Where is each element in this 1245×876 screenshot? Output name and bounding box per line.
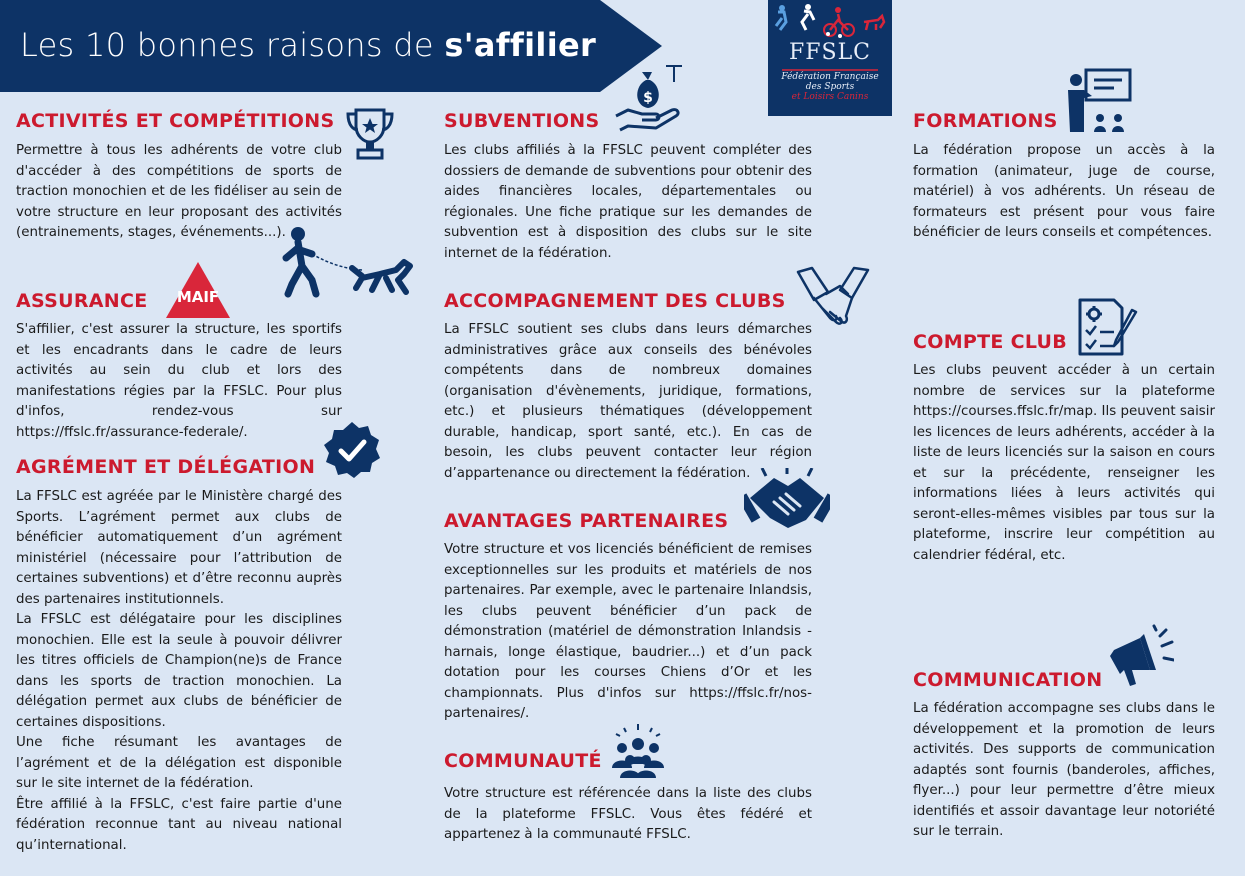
text-subventions <box>444 141 812 264</box>
text-avantages <box>444 540 812 725</box>
community-group-icon <box>610 724 666 778</box>
heading-compte-club: COMPTE CLUB <box>913 331 1068 353</box>
heading-activites: ACTIVITÉS ET COMPÉTITIONS <box>16 110 335 132</box>
paragraph: Les clubs peuvent accéder à un certain nombre de services sur la plateforme https://courses.ffslc.fr/map. Ils peuvent saisir les licences de leurs adhérents, accéder à la liste de leurs licenciés sur la saison en cours et sur la précédente, renseigner les informations liées à leurs activités qui seront-elles-mêmes visibles par tous sur la plateforme, inscrire leur compétition au calendrier fédéral, etc. <box>913 363 1215 563</box>
text-agrement <box>16 487 342 856</box>
paragraph: S'affilier, c'est assurer la structure, les sportifs et les encadrants dans le cadre de leurs activités au sein du club et lors des manifestations régies par la FFSLC. Pour plus d'infos, rendez-vous sur https://ffslc.fr/assurance-federale/. <box>16 322 342 440</box>
text-formations <box>913 141 1215 244</box>
text-communaute <box>444 784 812 846</box>
megaphone-icon <box>1104 624 1174 690</box>
heading-communaute: COMMUNAUTÉ <box>444 750 602 772</box>
heading-avantages: AVANTAGES PARTENAIRES <box>444 510 729 532</box>
svg-text:$: $ <box>643 90 653 106</box>
heading-accompagnement: ACCOMPAGNEMENT DES CLUBS <box>444 290 786 312</box>
logo-subtitle: Fédération Française des Sports et Loisirs Canins <box>781 72 879 102</box>
paragraph: Une fiche résumant les avantages de l’agrément et de la délégation est disponible sur le site internet de la fédération. <box>16 735 342 791</box>
heading-assurance: ASSURANCE <box>16 290 148 312</box>
paragraph: Les clubs affiliés à la FFSLC peuvent compléter des dossiers de demande de subventions pour obtenir des aides financières locales, départementales ou régionales. Une fiche pratique sur les demandes de subvention est à disposition des clubs sur le site internet de la fédération. <box>444 143 812 261</box>
verified-badge-icon <box>322 420 382 480</box>
heading-agrement: AGRÉMENT ET DÉLÉGATION <box>16 456 316 478</box>
canicross-runner-icon <box>276 222 422 298</box>
text-communication <box>913 699 1215 843</box>
paragraph: Être affilié à la FFSLC, c'est faire partie d'une fédération reconnue tant au niveau national qu’international. <box>16 796 342 853</box>
heading-communication: COMMUNICATION <box>913 669 1103 691</box>
text-assurance <box>16 320 342 443</box>
heading-subventions: SUBVENTIONS <box>444 110 600 132</box>
paragraph: La FFSLC soutient ses clubs dans leurs démarches administratives grâce aux conseils des bénévoles compétents dans de nombreux domaines (organisation d'évènements, juridique, formations, etc.) et plusieurs thématiques (développement durable, handicap, sport santé, etc.). En cas de besoin, les clubs peuvent contacter leur région d’appartenance ou directement la fédération. <box>444 322 812 481</box>
maif-logo-icon <box>150 262 230 318</box>
settings-document-icon <box>1076 298 1138 356</box>
sport-silhouettes-icon <box>768 0 892 40</box>
page-title: Les 10 bonnes raisons de s'affilier <box>20 26 597 64</box>
title-banner <box>0 0 662 92</box>
money-bag-hand-icon <box>612 62 684 134</box>
heading-formations: FORMATIONS <box>913 110 1058 132</box>
ffslc-logo <box>768 0 892 116</box>
trophy-icon <box>342 104 398 164</box>
handshake-partners-icon <box>744 468 830 534</box>
logo-text: FFSLC <box>788 40 872 65</box>
paragraph: La FFSLC est agréée par le Ministère chargé des Sports. L’agrément permet aux clubs de bénéficier automatiquement d’un agrément ministériel (nécessaire pour l’attribution de certaines subventions) et d’être reconnu auprès des partenaires institutionnels. <box>16 489 342 607</box>
paragraph: La fédération accompagne ses clubs dans le développement et la promotion de leurs activités. Des supports de communication adaptés sont fournis (banderoles, affiches, flyer...) pour leur permettre d’être mieux identifiés et assoir davantage leur notoriété sur le terrain. <box>913 701 1215 839</box>
paragraph: La fédération propose un accès à la formation (animateur, juge de course, matériel) à vos adhérents. Un réseau de formateurs est présent pour vous faire bénéficier de leurs conseils et compétences. <box>913 143 1215 240</box>
paragraph: Permettre à tous les adhérents de votre club d'accéder à des compétitions de sports de traction monochien et de les fidéliser au sein de votre structure en leur proposant des activités (entrainements, stages, événements...). <box>16 143 342 240</box>
text-compte-club <box>913 361 1215 566</box>
paragraph: Votre structure est référencée dans la liste des clubs de la plateforme FFSLC. Vous êtes fédéré et appartenez à la communauté FFSLC. <box>444 786 812 842</box>
paragraph: La FFSLC est délégataire pour les disciplines monochien. Elle est la seule à pouvoir délivrer les titres officiels de Champion(ne)s de France dans les sports de traction monochien. La délégation permet aux clubs de bénéficier de certaines dispositions. <box>16 612 342 730</box>
text-accompagnement <box>444 320 812 484</box>
paragraph: Votre structure et vos licenciés bénéficient de remises exceptionnelles sur les produits et matériels de nos partenaires. Par exemple, avec le partenaire Inlandsis, les clubs peuvent bénéficier d’un pack de démonstration (matériel de démonstration Inlandsis - harnais, longe élastique, baudrier...) et d’un pack dotation pour les courses Chiens d’Or et les championnats. Plus d'infos sur https://ffslc.fr/nos-partenaires/. <box>444 542 812 721</box>
maif-label: MAIF <box>176 288 220 306</box>
trainer-board-icon <box>1064 66 1134 136</box>
